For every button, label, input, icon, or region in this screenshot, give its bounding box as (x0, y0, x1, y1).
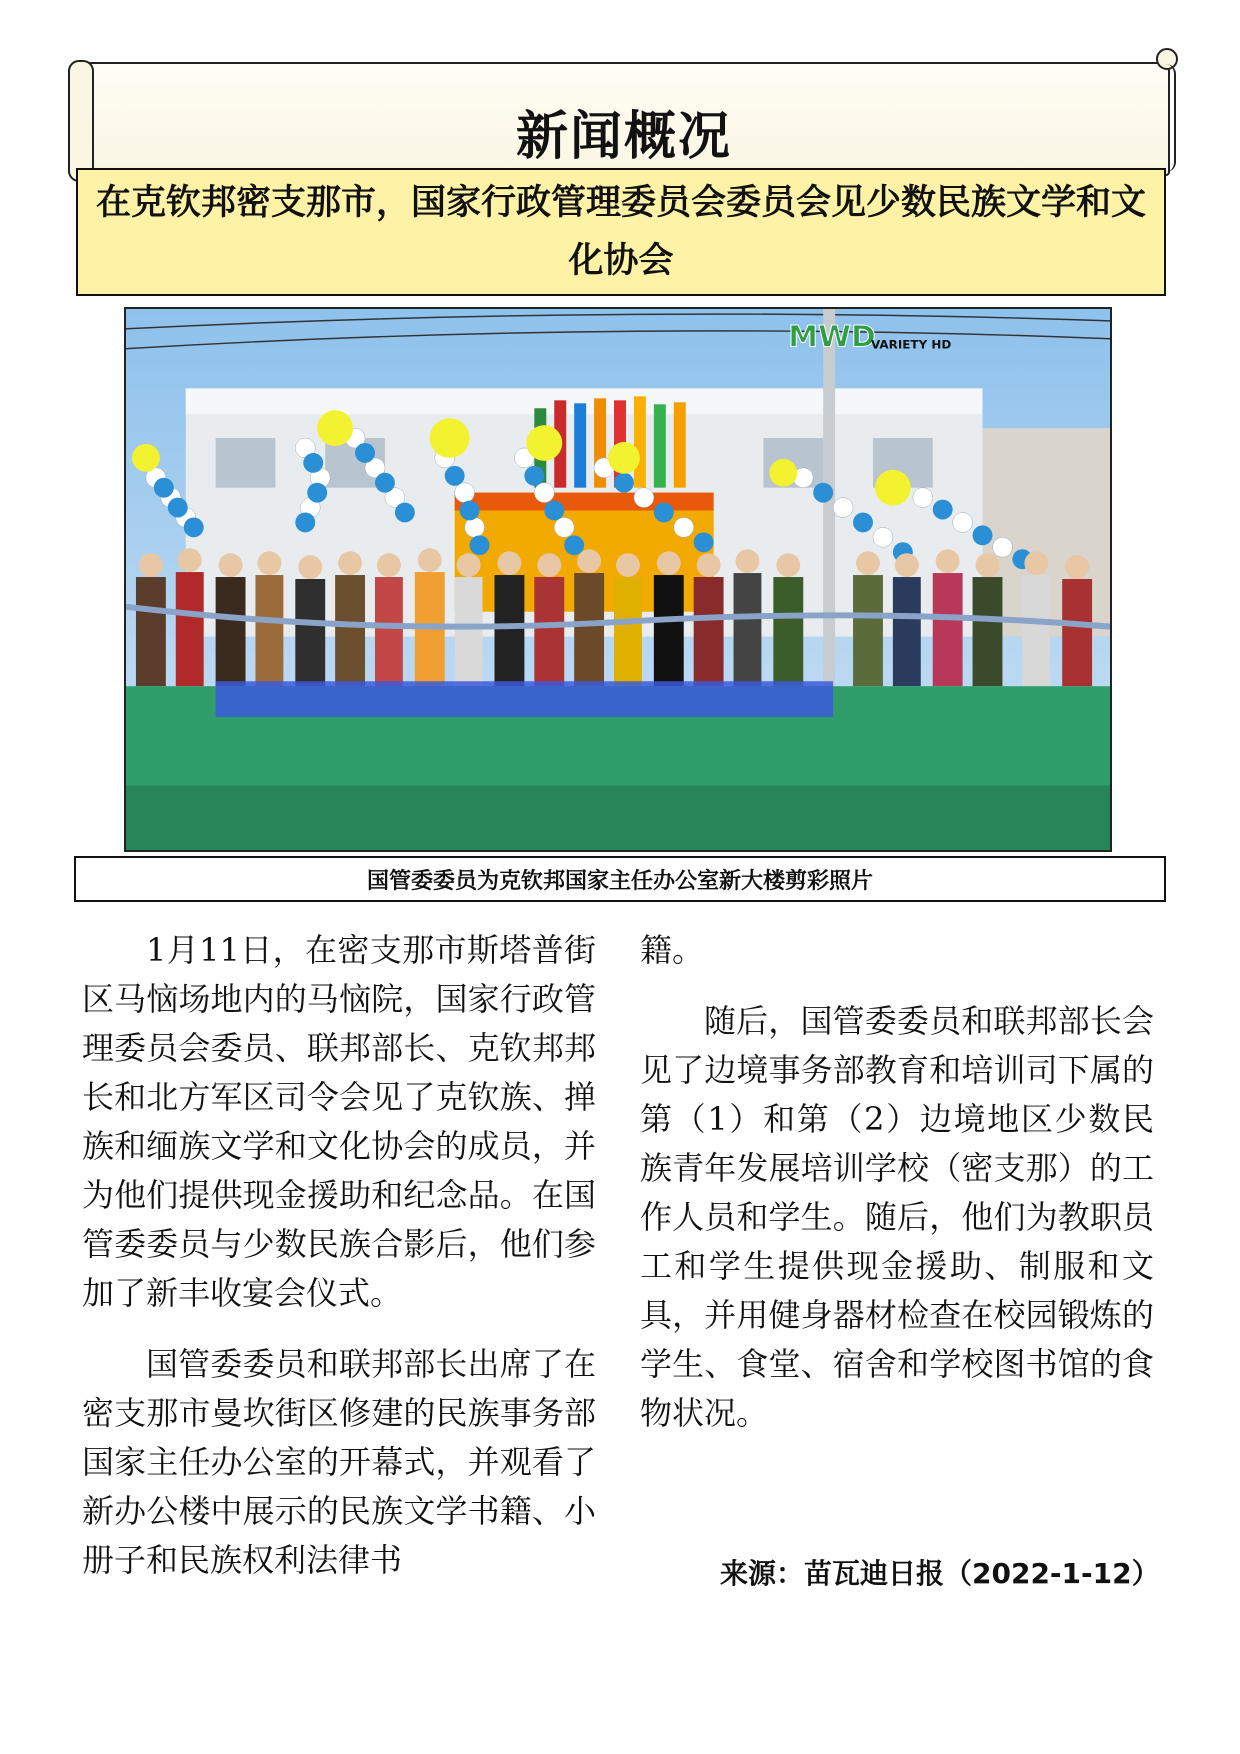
article-paragraph: 随后，国管委委员和联邦部长会见了边境事务部教育和培训司下属的第（1）和第（2）边境地区少数民族青年发展培训学校（密支那）的工作人员和学生。随后，他们为教职员工和学生提供现金援助、制服和文具，并用健身器材检查在校园锻炼的学生、食堂、宿舍和学校图书馆的食物状况。 (640, 1002, 1154, 1432)
article-continuation: 籍。 (640, 931, 705, 969)
article-paragraph: 1月11日，在密支那市斯塔普街区马恼场地内的马恼院，国家行政管理委员会委员、联邦部长、克钦邦邦长和北方军区司令会见了克钦族、掸族和缅族文学和文化协会的成员，并为他们提供现金援助和纪念品。在国管委委员与少数民族合影后，他们参加了新丰收宴会仪式。 (82, 931, 596, 1312)
ribbon-cutting-photo (126, 309, 1110, 850)
photo-caption-box (74, 856, 1166, 902)
section-title: 新闻概况 (515, 107, 732, 167)
news-photo (124, 307, 1112, 852)
article-paragraph: 国管委委员和联邦部长出席了在密支那市曼坎街区修建的民族事务部国家主任办公室的开幕式，并观看了新办公楼中展示的民族文学书籍、小册子和民族权利法律书 (82, 1345, 596, 1579)
tv-logo-sub: VARIETY HD (870, 337, 952, 352)
headline: 在克钦邦密支那市，国家行政管理委员会委员会见少数民族文学和文化协会 (95, 183, 1146, 281)
section-banner (78, 62, 1170, 176)
tv-logo: MWD (788, 319, 876, 355)
article-column-right (640, 926, 1154, 1438)
article-source: 来源：苗瓦迪日报（2022-1-12） (720, 1557, 1160, 1590)
photo-caption: 国管委委员为克钦邦国家主任办公室新大楼剪彩照片 (366, 868, 873, 894)
headline-box (76, 168, 1166, 296)
article-column-left (82, 926, 596, 1585)
